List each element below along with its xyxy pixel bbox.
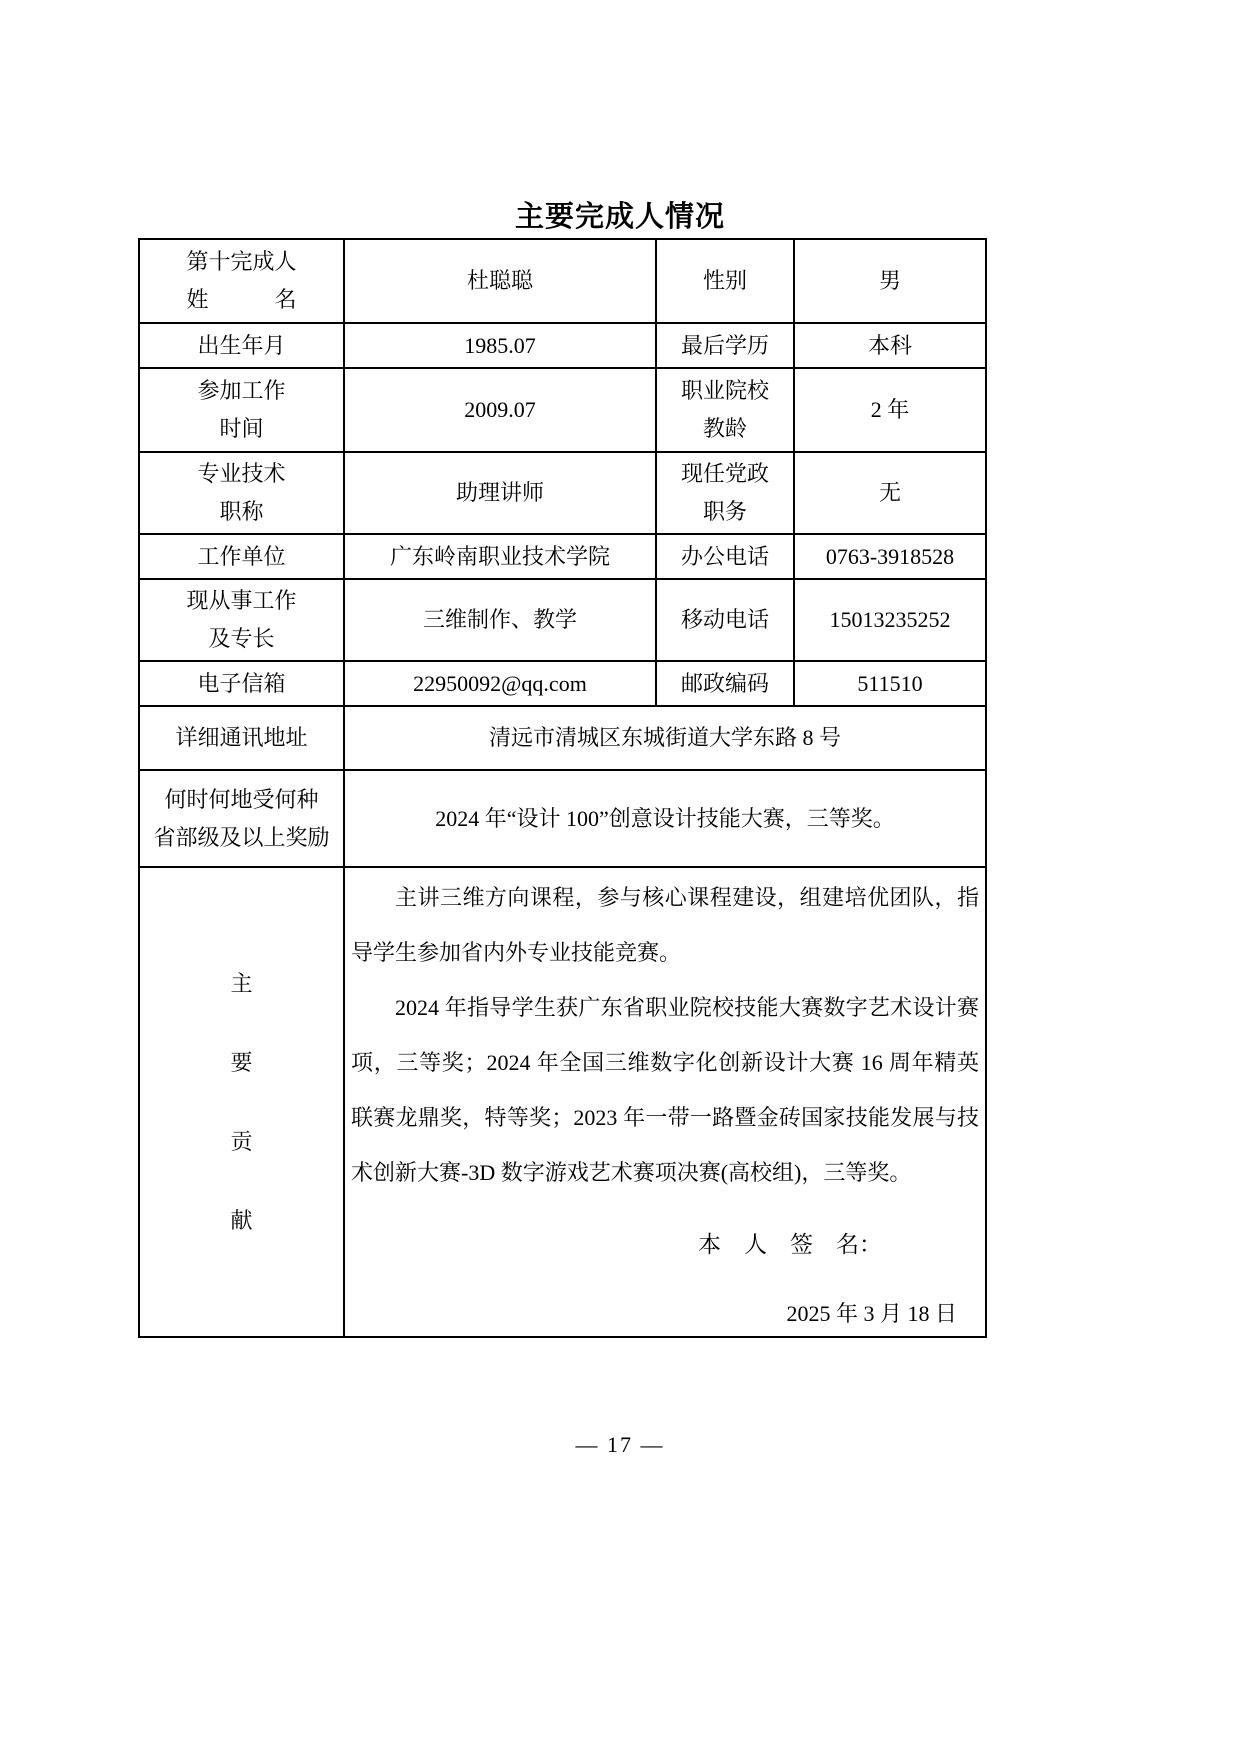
- label-main-contribution-chars: [146, 966, 337, 1239]
- label-current-work-specialty: [139, 579, 344, 661]
- label-party-line1: 现任党政: [680, 461, 769, 486]
- value-last-education: 本科: [794, 323, 986, 368]
- label-awards-line1: 何时何地受何种: [164, 786, 319, 812]
- value-work-start-time: 2009.07: [344, 368, 656, 452]
- label-name: 姓 名: [186, 287, 297, 312]
- label-professional-line2: 职称: [219, 499, 264, 524]
- contribution-paragraph-2: 2024 年指导学生获广东省职业院校技能大赛数字艺术设计赛项，三等奖；2024 年全国三维数字化创新设计大赛 16 周年精英联赛龙鼎奖，特等奖；2023 年一带一路暨金砖国家技能发展与技术创新大赛-3D 数字游戏艺术赛项决赛(高校组)，三等奖。: [351, 995, 979, 1185]
- signature-label: 本 人 签 名：: [698, 1232, 882, 1257]
- contributor-info-table: [138, 238, 987, 1338]
- value-birth-date: 1985.07: [344, 323, 656, 368]
- value-current-work-specialty: 三维制作、教学: [344, 579, 656, 661]
- row-employer-office-phone: [139, 534, 986, 579]
- contrib-char-4: 献: [230, 1208, 253, 1234]
- label-vocational-line1: 职业院校: [680, 378, 769, 403]
- label-work-start-line2: 时间: [219, 416, 264, 441]
- label-work-start-time: [139, 368, 344, 452]
- value-main-contribution: [344, 867, 986, 1337]
- value-gender: 男: [794, 239, 986, 323]
- label-mobile-phone: 移动电话: [656, 579, 794, 661]
- label-postcode: 邮政编码: [656, 661, 794, 706]
- value-awards: 2024 年“设计 100”创意设计技能大赛，三等奖。: [344, 770, 986, 867]
- value-vocational-teaching-age: 2 年: [794, 368, 986, 452]
- label-current-work-line1: 现从事工作: [186, 588, 297, 613]
- value-mailing-address: 清远市清城区东城街道大学东路 8 号: [344, 706, 986, 770]
- label-tenth-completer: 第十完成人: [186, 249, 297, 274]
- label-awards: [139, 770, 344, 867]
- label-employer: 工作单位: [139, 534, 344, 579]
- value-email: 22950092@qq.com: [344, 661, 656, 706]
- contrib-char-2: 要: [230, 1049, 253, 1075]
- value-employer: 广东岭南职业技术学院: [344, 534, 656, 579]
- label-vocational-teaching-age: [656, 368, 794, 452]
- value-mobile-phone: 15013235252: [794, 579, 986, 661]
- contrib-char-3: 贡: [230, 1129, 253, 1154]
- row-main-contribution: [139, 867, 986, 1337]
- label-mailing-address: 详细通讯地址: [139, 706, 344, 770]
- row-mailing-address: [139, 706, 986, 770]
- contribution-paragraph-1: 主讲三维方向课程，参与核心课程建设，组建培优团队，指导学生参加省内外专业技能竞赛。: [351, 885, 979, 965]
- signature-date: 2025 年 3 月 18 日: [786, 1301, 957, 1326]
- row-awards: [139, 770, 986, 867]
- label-vocational-line2: 教龄: [702, 416, 747, 441]
- label-gender: 性别: [656, 239, 794, 323]
- row-work-start-teaching-age: [139, 368, 986, 452]
- page-title: 主要完成人情况: [514, 201, 725, 233]
- label-party-position: [656, 452, 794, 534]
- row-email-postcode: [139, 661, 986, 706]
- page-number: — 17 —: [575, 1432, 665, 1457]
- row-birth-education: [139, 323, 986, 368]
- label-work-start-line1: 参加工作: [197, 378, 286, 403]
- label-email: 电子信箱: [139, 661, 344, 706]
- row-title-position: [139, 452, 986, 534]
- row-current-work-mobile: [139, 579, 986, 661]
- label-office-phone: 办公电话: [656, 534, 794, 579]
- label-last-education: 最后学历: [656, 323, 794, 368]
- value-office-phone: 0763-3918528: [794, 534, 986, 579]
- contrib-char-1: 主: [230, 970, 253, 996]
- label-tenth-completer-name: [139, 239, 344, 323]
- label-professional-title: [139, 452, 344, 534]
- value-postcode: 511510: [794, 661, 986, 706]
- label-awards-line2: 省部级及以上奖励: [153, 824, 330, 850]
- value-professional-title: 助理讲师: [344, 452, 656, 534]
- label-main-contribution: [139, 867, 344, 1337]
- label-party-line2: 职务: [702, 499, 747, 524]
- value-name: 杜聪聪: [344, 239, 656, 323]
- value-party-position: 无: [794, 452, 986, 534]
- label-current-work-line2: 及专长: [208, 626, 275, 651]
- row-name-gender: [139, 239, 986, 323]
- label-birth-date: 出生年月: [139, 323, 344, 368]
- label-professional-line1: 专业技术: [197, 461, 286, 486]
